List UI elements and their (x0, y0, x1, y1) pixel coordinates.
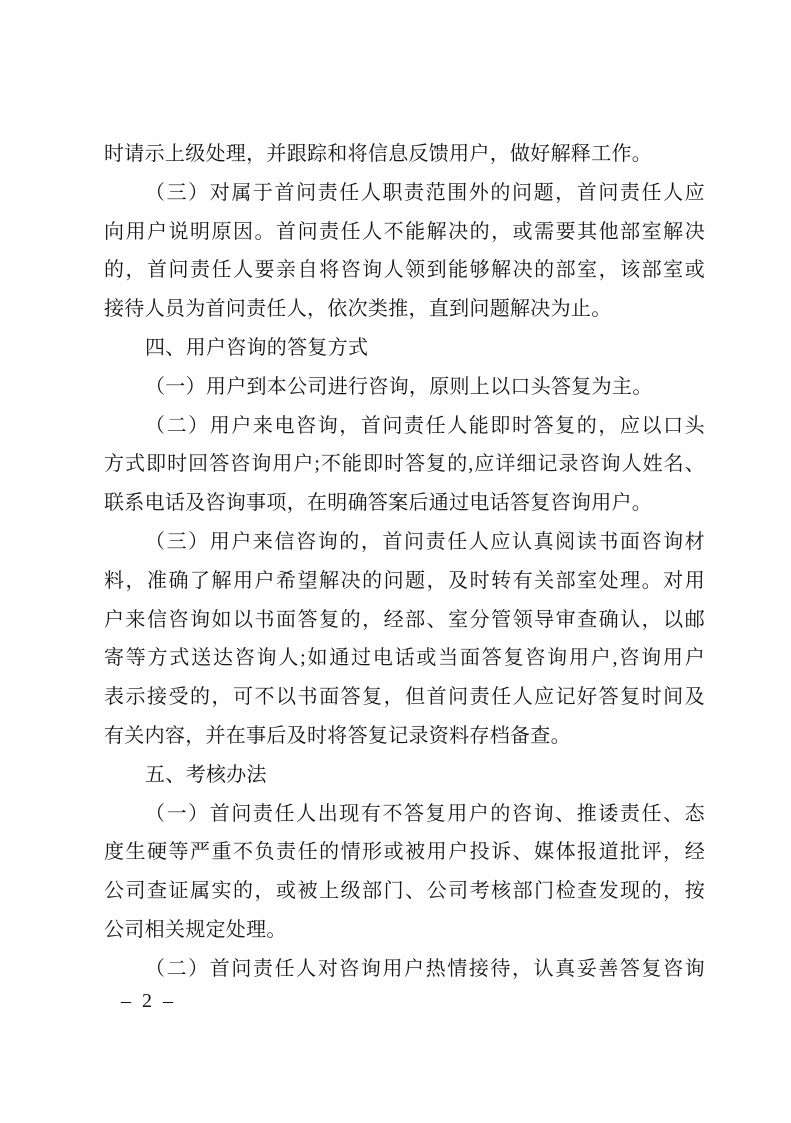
text-line: 时请示上级处理，并跟踪和将信息反馈用户，做好解释工作。 (104, 143, 653, 165)
text-line: 料，准确了解用户希望解决的问题，及时转有关部室处理。对用 (104, 569, 705, 592)
text-line: （二）用户来电咨询，首问责任人能即时答复的，应以口头 (145, 414, 705, 437)
text-line: 户来信咨询如以书面答复的，经部、室分管领导审查确认，以邮 (104, 608, 705, 631)
text-line: 四、用户咨询的答复方式 (145, 336, 369, 359)
document-body (104, 135, 705, 989)
text-line: 表示接受的，可不以书面答复，但首问责任人应记好答复时间及 (104, 686, 705, 709)
text-line: 的，首问责任人要亲自将咨询人领到能够解决的部室，该部室或 (104, 259, 705, 282)
text-line: 联系电话及咨询事项，在明确答案后通过电话答复咨询用户。 (104, 492, 653, 515)
text-line: （二）首问责任人对咨询用户热情接待，认真妥善答复咨询 (145, 957, 705, 980)
text-line: （三）对属于首问责任人职责范围外的问题，首问责任人应 (145, 181, 705, 204)
page-number: – 2 – (121, 990, 176, 1012)
text-line: 方式即时回答咨询用户;不能即时答复的,应详细记录咨询人姓名、 (104, 453, 705, 476)
text-line: 寄等方式送达咨询人;如通过电话或当面答复咨询用户,咨询用户 (104, 647, 705, 670)
text-line: 度生硬等严重不负责任的情形或被用户投诉、媒体报道批评，经 (104, 841, 705, 864)
text-line: （一）用户到本公司进行咨询，原则上以口头答复为主。 (145, 375, 653, 398)
text-line: 接待人员为首问责任人，依次类推，直到问题解决为止。 (104, 298, 612, 321)
text-line: 公司相关规定处理。 (104, 918, 287, 941)
text-line: （三）用户来信咨询的，首问责任人应认真阅读书面咨询材 (145, 530, 705, 553)
text-line: 公司查证属实的，或被上级部门、公司考核部门检查发现的，按 (104, 880, 705, 903)
text-line: 五、考核办法 (145, 763, 267, 786)
text-line: （一）首问责任人出现有不答复用户的咨询、推诿责任、态 (145, 802, 705, 825)
text-line: 向用户说明原因。首问责任人不能解决的，或需要其他部室解决 (104, 220, 705, 243)
text-line: 有关内容，并在事后及时将答复记录资料存档备查。 (104, 724, 571, 747)
